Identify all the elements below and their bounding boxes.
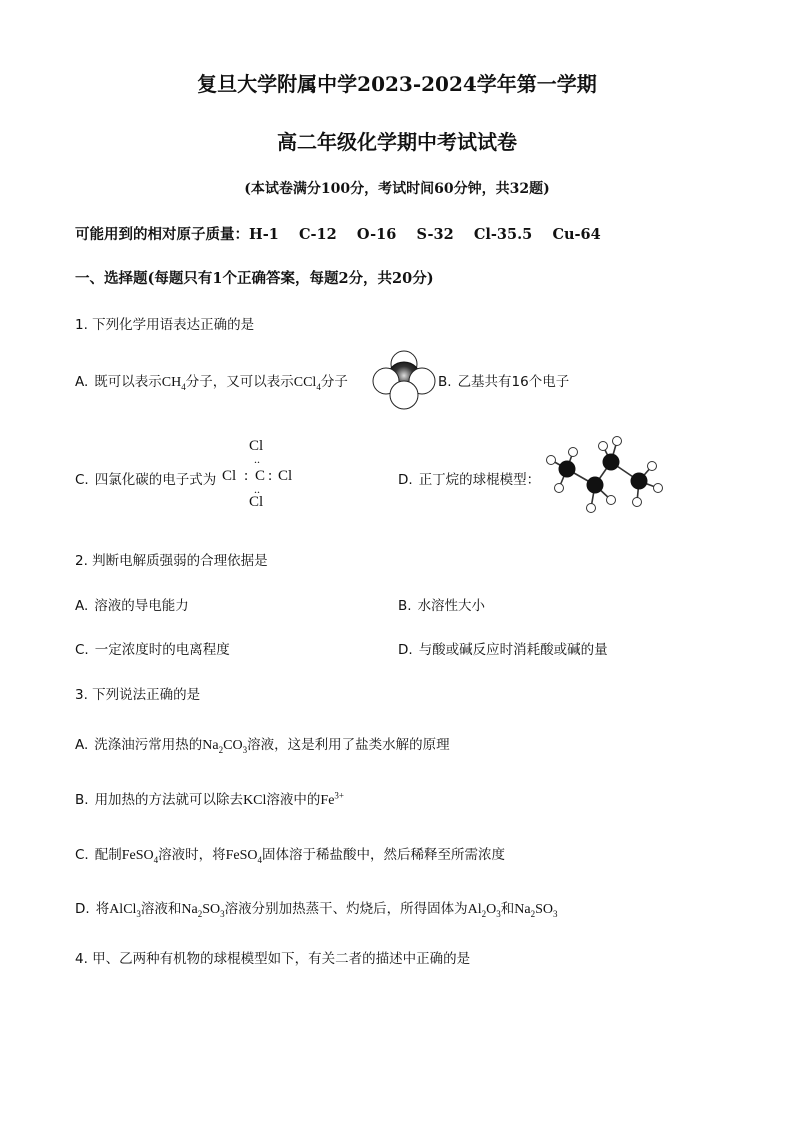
atomic-masses: 可能用到的相对原子质量：H-1 C-12 O-16 S-32 Cl-35.5 Cu-64 (75, 226, 601, 243)
butane-ball-stick-model (545, 432, 667, 514)
q2-option-b: B. 水溶性大小 (398, 598, 486, 614)
q1-option-a: A. 既可以表示$CH_4$分子，又可以表示CCl$_4$分子 (75, 374, 348, 392)
q2-option-a: A. 溶液的导电能力 (75, 598, 189, 614)
question-3-stem: 3. 下列说法正确的是 (75, 687, 201, 703)
exam-title: 复旦大学附属中学2023-2024学年第一学期 (197, 72, 597, 96)
q3-option-d: D. 将AlCl$_3$溶液和$Na_2SO_3$溶液分别加热蒸干、灼烧后，所得固体为$Al_2O_3$和$Na_2SO_3$ (75, 901, 558, 919)
q2-option-c: C. 一定浓度时的电离程度 (75, 642, 230, 658)
question-1-stem: 1. 下列化学用语表达正确的是 (75, 317, 255, 333)
q1-option-c: C. 四氯化碳的电子式为 (75, 472, 217, 488)
q2-option-d: D. 与酸或碱反应时消耗酸或碱的量 (398, 642, 608, 658)
space-filling-model-image (372, 347, 436, 411)
q3-option-a: A. 洗涤油污常用热的$Na_2CO_3$溶液，这是利用了盐类水解的原理 (75, 737, 450, 755)
q3-option-b: B. 用加热的方法就可以除去KCl溶液中的$Fe^{3+}$ (75, 790, 344, 808)
q1-option-b: B. 乙基共有16个电子 (438, 374, 570, 390)
exam-note: (本试卷满分100分，考试时间60分钟，共32题) (244, 181, 550, 197)
exam-subtitle: 高二年级化学期中考试试卷 (277, 130, 517, 154)
q1-option-d: D. 正丁烷的球棍模型： (398, 472, 541, 488)
q3-option-c: C. 配制FeSO$_4$溶液时，将FeSO$_4$固体溶于稀盐酸中，然后稀释至所需浓度 (75, 847, 506, 865)
question-4-stem: 4. 甲、乙两种有机物的球棍模型如下，有关二者的描述中正确的是 (75, 951, 471, 967)
ccl4-lewis-structure: Cl .. Cl : C : Cl .. Cl (222, 438, 293, 510)
section-heading: 一、选择题(每题只有1个正确答案，每题2分，共20分) (75, 270, 434, 287)
question-2-stem: 2. 判断电解质强弱的合理依据是 (75, 553, 268, 569)
